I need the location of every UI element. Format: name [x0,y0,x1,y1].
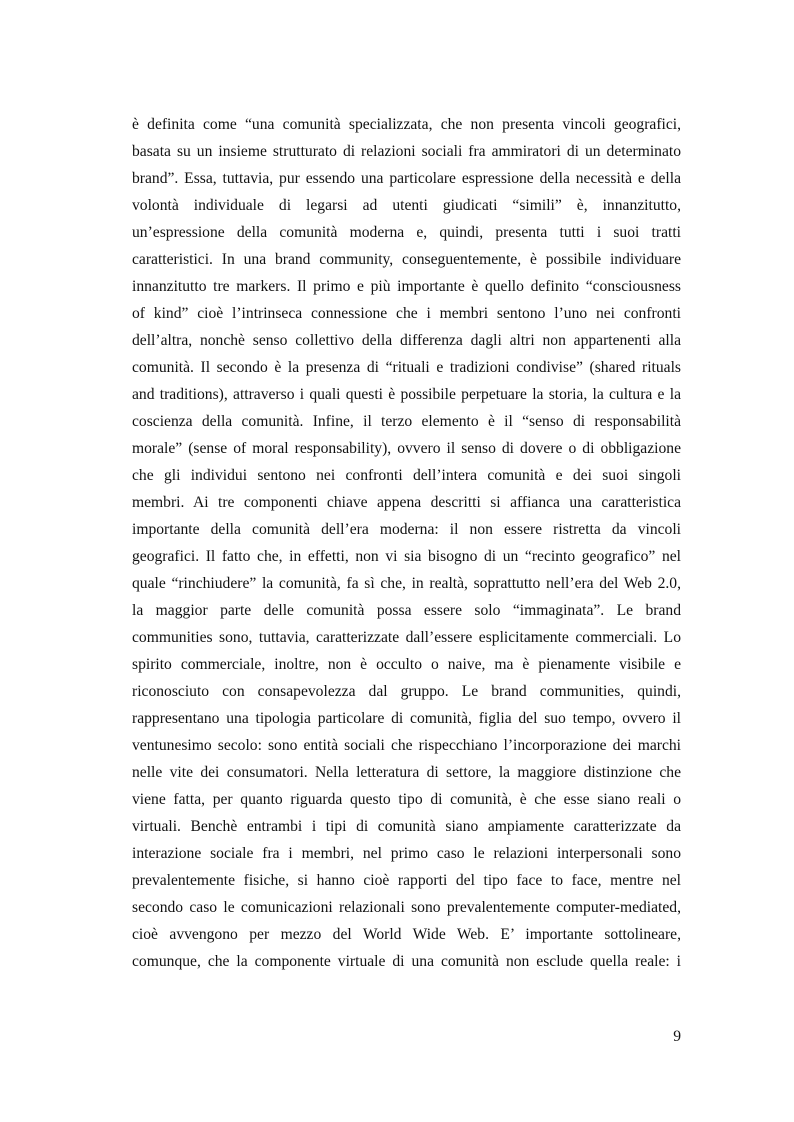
text-line: comunità. Il secondo è la presenza di “rituali e tradizioni condivise” (shared rituals [132,359,681,376]
text-line: viene fatta, per quanto riguarda questo tipo di comunità, è che esse siano reali o [132,791,681,808]
text-line: innanzitutto tre markers. Il primo e più importante è quello definito “consciousness [132,278,681,295]
text-line: ventunesimo secolo: sono entità sociali che rispecchiano l’incorporazione dei marchi [132,737,681,754]
text-line: and traditions), attraverso i quali questi è possibile perpetuare la storia, la cultura e la [132,386,681,403]
page-number: 9 [673,1028,681,1045]
text-line: che gli individui sentono nei confronti dell’intera comunità e dei suoi singoli [132,467,681,484]
text-line: un’espressione della comunità moderna e, quindi, presenta tutti i suoi tratti [132,224,681,241]
text-line: la maggior parte delle comunità possa essere solo “immaginata”. Le brand [132,602,681,619]
text-line: cioè avvengono per mezzo del World Wide Web. E’ importante sottolineare, [132,926,681,943]
text-line: caratteristici. In una brand community, conseguentemente, è possibile individuare [132,251,681,268]
text-line: volontà individuale di legarsi ad utenti giudicati “simili” è, innanzitutto, [132,197,681,214]
text-line: coscienza della comunità. Infine, il terzo elemento è il “senso di responsabilità [132,413,681,430]
text-line: è definita come “una comunità specializzata, che non presenta vincoli geografici, [132,116,681,133]
text-line: morale” (sense of moral responsability), ovvero il senso di dovere o di obbligazione [132,440,681,457]
text-line: riconosciuto con consapevolezza dal gruppo. Le brand communities, quindi, [132,683,681,700]
text-line: communities sono, tuttavia, caratterizzate dall’essere esplicitamente commerciali. Lo [132,629,681,646]
text-line: secondo caso le comunicazioni relazionali sono prevalentemente computer-mediated, [132,899,681,916]
text-line: of kind” cioè l’intrinseca connessione che i membri sentono l’uno nei confronti [132,305,681,322]
text-line: nelle vite dei consumatori. Nella letteratura di settore, la maggiore distinzione che [132,764,681,781]
text-line: importante della comunità dell’era moderna: il non essere ristretta da vincoli [132,521,681,538]
text-line: prevalentemente fisiche, si hanno cioè rapporti del tipo face to face, mentre nel [132,872,681,889]
text-line: membri. Ai tre componenti chiave appena descritti si affianca una caratteristica [132,494,681,511]
text-line: spirito commerciale, inoltre, non è occulto o naive, ma è pienamente visibile e [132,656,681,673]
text-line: interazione sociale fra i membri, nel primo caso le relazioni interpersonali sono [132,845,681,862]
text-line: basata su un insieme strutturato di relazioni sociali fra ammiratori di un determinato [132,143,681,160]
text-line: brand”. Essa, tuttavia, pur essendo una particolare espressione della necessità e della [132,170,681,187]
text-line: quale “rinchiudere” la comunità, fa sì che, in realtà, soprattutto nell’era del Web 2.0, [132,575,681,592]
text-line: dell’altra, nonchè senso collettivo della differenza dagli altri non appartenenti alla [132,332,681,349]
text-line: geografici. Il fatto che, in effetti, non vi sia bisogno di un “recinto geografico” nel [132,548,681,565]
text-line: virtuali. Benchè entrambi i tipi di comunità siano ampiamente caratterizzate da [132,818,681,835]
text-line: comunque, che la componente virtuale di una comunità non esclude quella reale: i [132,953,681,970]
text-line: rappresentano una tipologia particolare di comunità, figlia del suo tempo, ovvero il [132,710,681,727]
